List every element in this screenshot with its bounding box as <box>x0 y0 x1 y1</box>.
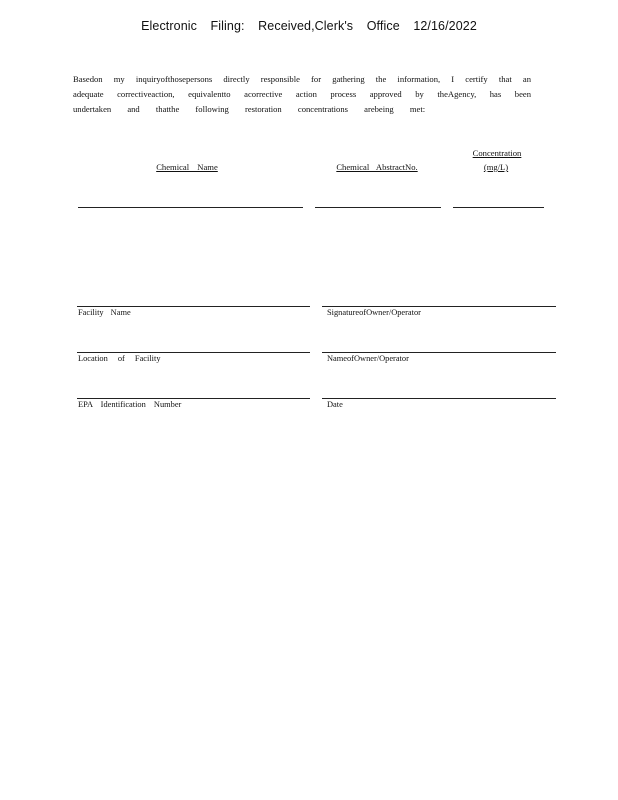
owner-name-line[interactable] <box>322 352 556 353</box>
date-label: Date <box>327 400 343 409</box>
owner-name-label: NameofOwner/Operator <box>327 354 409 363</box>
epa-id-line[interactable] <box>77 398 310 399</box>
facility-name-line[interactable] <box>77 306 310 307</box>
cas-number-line[interactable] <box>315 207 441 208</box>
date-line[interactable] <box>322 398 556 399</box>
certification-line: undertaken and thatthe following restoration concentrations arebeing met: <box>73 103 426 114</box>
owner-signature-label: SignatureofOwner/Operator <box>327 308 421 317</box>
cas-number-header: Chemical AbstractNo. <box>336 162 418 172</box>
certification-line: adequate correctiveaction, equivalentto acorrective action process approved by theAgency, has been <box>73 88 531 99</box>
concentration-units-header: (mg/L) <box>483 162 509 172</box>
chemical-name-line[interactable] <box>78 207 303 208</box>
chemical-name-header: Chemical Name <box>156 162 218 172</box>
owner-signature-line[interactable] <box>322 306 556 307</box>
epa-id-label: EPA Identification Number <box>78 400 182 409</box>
concentration-line[interactable] <box>453 207 544 208</box>
concentration-header: Concentration <box>472 148 522 158</box>
filing-stamp: Electronic Filing: Received,Clerk's Office 12/16/2022 <box>141 19 477 33</box>
facility-location-line[interactable] <box>77 352 310 353</box>
facility-location-label: Location of Facility <box>78 354 161 363</box>
certification-line: Basedon my inquiryofthosepersons directly responsible for gathering the information, I certify that an <box>73 74 531 84</box>
certification-statement <box>73 72 531 116</box>
facility-name-label: Facility Name <box>78 308 131 317</box>
